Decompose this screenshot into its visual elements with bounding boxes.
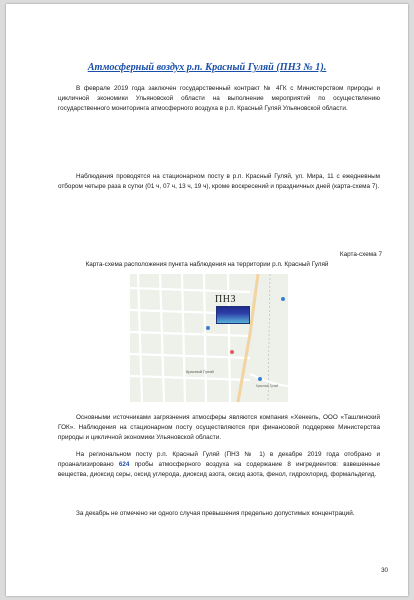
station-map xyxy=(130,274,288,402)
samples-text-before: На региональном посту р.п. Красный Гуляй (ПНЗ № 1) в декабре 2019 года отобрано и проанализировано xyxy=(58,451,380,469)
paragraph-contract xyxy=(58,84,380,114)
document-page xyxy=(6,4,408,596)
paragraph-sources-text: Основными источниками загрязнения атмосферы являются компания «Хенкель, ООО «Ташлинский ГОК». Наблюдения на стационарном посту осуществляются при финансовой поддержке Министерства природы и цикличной экономики Ульяновской области. xyxy=(58,414,380,442)
map-reference: Карта-схема 7 xyxy=(339,251,382,258)
map-pin-blue-icon xyxy=(206,326,210,330)
samples-text-after: пробы атмосферного воздуха на содержание 8 ингредиентов: взвешенные вещества, диоксид серы, оксид углерода, диоксид азота, оксид азота, фенол, гидрохлорид, формальдегид. xyxy=(58,461,380,479)
map-poi-label: Красный Гуляй xyxy=(256,384,279,388)
samples-count: 624 xyxy=(118,461,130,469)
paragraph-samples-text xyxy=(58,450,380,480)
page-number: 30 xyxy=(381,567,388,574)
map-pin-blue-icon xyxy=(281,297,285,301)
map-streets xyxy=(130,274,288,402)
paragraph-conclusion-text: За декабрь не отмечено ни одного случая превышения предельно допустимых концентраций. xyxy=(76,510,355,517)
paragraph-sources xyxy=(58,413,380,443)
paragraph-contract-text: В феврале 2019 года заключен государственный контракт № 4ГК с Министерством природы и цикличной экономики Ульяновской области на выполнение мероприятий по осуществлению государственного мониторинга атмосферного воздуха в р.п. Красный Гуляй Ульяновской области. xyxy=(58,85,380,113)
paragraph-conclusion xyxy=(58,509,380,519)
paragraph-samples xyxy=(58,450,380,480)
map-pin-blue-icon xyxy=(258,377,262,381)
station-marker-icon xyxy=(216,306,250,324)
map-caption: Карта-схема расположения пункта наблюдения на территории р.п. Красный Гуляй xyxy=(85,261,329,268)
paragraph-observations-text: Наблюдения проводятся на стационарном посту в р.п. Красный Гуляй, ул. Мира, 11 с ежедневным отбором четыре раза в сутки (01 ч, 07 ч, 13 ч, 19 ч), кроме воскресений и праздничных дней (карта-схема 7). xyxy=(58,173,380,191)
station-label: ПНЗ xyxy=(215,294,236,305)
document-heading: Атмосферный воздух р.п. Красный Гуляй (ПНЗ № 1). xyxy=(87,62,327,73)
map-place-label: Красный Гуляй xyxy=(186,369,214,374)
map-pin-red-icon xyxy=(230,350,234,354)
paragraph-observations xyxy=(58,172,380,192)
